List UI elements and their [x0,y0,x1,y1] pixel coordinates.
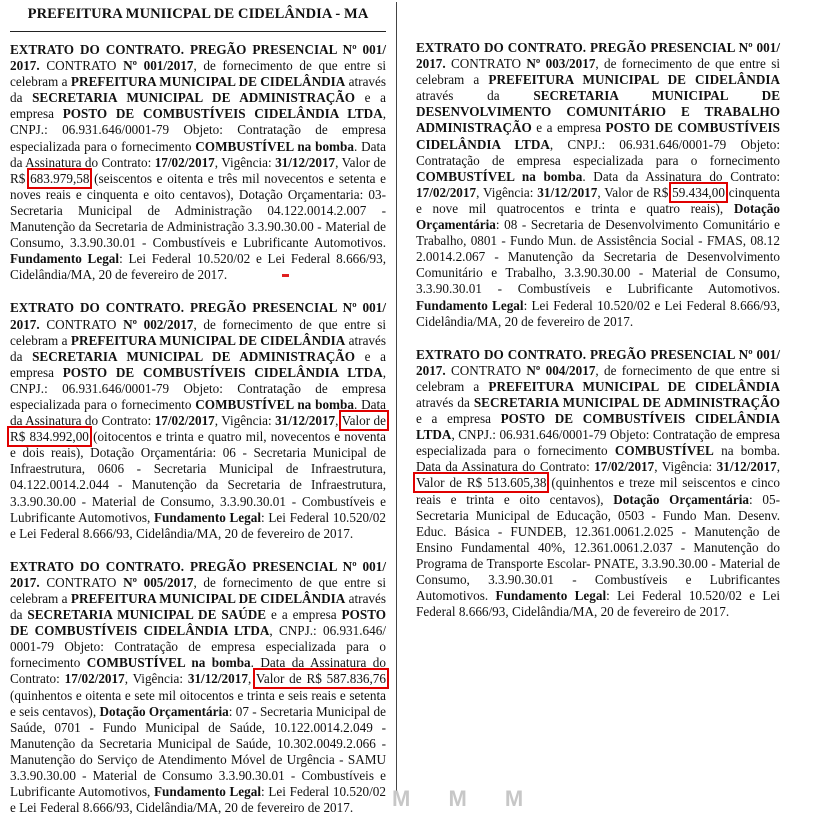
validity-date: 31/12/2017 [275,413,336,429]
contracting-party: PREFEITURA MUNICIPAL DE CIDELÂNDIA [488,378,780,394]
secretariat: SECRETARIA MUNICIPAL DE DESENVOLVIMENTO COMUNITÁRIO E TRABALHO ADMINISTRAÇÃO [416,88,780,136]
extract-1: EXTRATO DO CONTRATO. PREGÃO PRESENCIAL Nº 001/ 2017. CONTRATO Nº 001/2017, de fornecimento de que entre si celebram a PREFEITURA MUNICIPAL DE CIDELÂNDIA através da SECRETARIA MUNICIPAL DE ADMINISTRAÇÃO e a empresa POSTO DE COMBUSTÍVEIS CIDELÂNDIA LTDA, CNPJ.: 06.931.646/0001-79 Objeto: Contratação de empresa especializada para o fornecimento COMBUSTÍVEL na bomba. Data da Assinatura do Contrato: 17/02/2017, Vigência: 31/12/2017, Valor de R$ 683.979,58 (seiscentos e oitenta e três mil novecentos e setenta e noves reais e cinquenta e oito centavos), Dotação Orçamentaria: 03-Secretaria Municipal de Administração 04.122.0014.2.007 - Manutenção da Secretaria de Administração 3.3.90.30.00 - Material de Consumo, 3.3.90.30.01 - Combustíveis e Lubrificante Automotivos. Fundamento Legal: Lei Federal 10.520/02 e Lei Federal 8.666/93, Cidelândia/MA, 20 de fevereiro de 2017. [10,42,387,283]
page-title: PREFEITURA MUNIICPAL DE CIDELÂNDIA - MA [10,6,386,32]
extract-heading: EXTRATO DO CONTRATO. PREGÃO PRESENCIAL Nº 001/ 2017. [10,558,386,590]
watermark: M M M [392,786,540,811]
legal-basis-label: Fundamento Legal [154,784,262,800]
extract-3: EXTRATO DO CONTRATO. PREGÃO PRESENCIAL Nº 001/ 2017. CONTRATO Nº 005/2017, de fornecimento de que entre si celebram a PREFEITURA MUNICIPAL DE CIDELÂNDIA através da SECRETARIA MUNICIPAL DE SAÚDE e a empresa POSTO DE COMBUSTÍVEIS CIDELÂNDIA LTDA, CNPJ.: 06.931.646/ 0001-79 Objeto: Contratação de empresa especializada para o fornecimento COMBUSTÍVEL na bomba. Data da Assinatura do Contrato: 17/02/2017, Vigência: 31/12/2017, Valor de R$ 587.836,76 (quinhentos e oitenta e sete mil oitocentos e trinta e seis reais e setenta e seis centavos), Dotação Orçamentária: 07 - Secretaria Municipal de Saúde, 0701 - Fundo Municipal de Saúde, 10.122.0014.2.049 - Manutenção da Secretaria Municipal de Saúde, 10.302.0049.2.066 - Manutenção do Serviço de Atendimento Móvel de Urgência - SAMU 3.3.90.30.00 - Material de Consumo 3.3.90.30.01 - Combustíveis e Lubrificante Automotivos, Fundamento Legal: Lei Federal 10.520/02 e Lei Federal 8.666/93, Cidelândia/MA, 20 de fevereiro de 2017. [10,558,387,816]
extract-4: EXTRATO DO CONTRATO. PREGÃO PRESENCIAL Nº 001/ 2017. CONTRATO Nº 003/2017, de fornecimento de que entre si celebram a PREFEITURA MUNICIPAL DE CIDELÂNDIA através da SECRETARIA MUNICIPAL DE DESENVOLVIMENTO COMUNITÁRIO E TRABALHO ADMINISTRAÇÃO e a empresa POSTO DE COMBUSTÍVEIS CIDELÂNDIA LTDA, CNPJ.: 06.931.646/0001-79 Objeto: Contratação de empresa especializada para o fornecimento COMBUSTÍVEL na bomba. Data da Assinatura do Contrato: 17/02/2017, Vigência: 31/12/2017, Valor de R$ 59.434,00 cinquenta e nove mil quatrocentos e trinta e quatro reais), Dotação Orçamentária: 08 - Secretaria de Desenvolvimento Comunitário e Trabalho, 0801 - Fundo Mun. de Assistência Social - FMAS, 08.12 2.0014.2.067 - Manutenção da Secretaria de Desenvolvimento Comunitário e Trabalho, 3.3.90.30.00 - Material de Consumo, 3.3.90.30.01 - Combustíveis e Lubrificante Automotivos. Fundamento Legal: Lei Federal 10.520/02 e Lei Federal 8.666/93, Cidelândia/MA, 20 de fevereiro de 2017. [416,40,781,329]
legal-basis-label: Fundamento Legal [10,251,120,267]
validity-date: 31/12/2017 [537,184,598,200]
object-item: COMBUSTÍVEL [614,443,714,459]
highlighted-value: Valor de R$ 834.992,00 [10,413,387,445]
company-name: POSTO DE COMBUSTÍVEIS CIDELÂNDIA LTDA [10,607,387,639]
contracting-party: PREFEITURA MUNICIPAL DE CIDELÂNDIA [70,591,346,606]
budget-label: Dotação Orçamentária [613,491,749,507]
highlighted-value: 59.434,00 [672,184,725,200]
contract-number: Nº 003/2017 [526,56,596,72]
right-column [416,40,780,637]
extract-heading: EXTRATO DO CONTRATO. PREGÃO PRESENCIAL Nº 001/ 2017. [10,42,386,74]
signature-date: 17/02/2017 [154,154,215,170]
contracting-party: PREFEITURA MUNICIPAL DE CIDELÂNDIA [488,72,780,88]
signature-date: 17/02/2017 [416,184,477,200]
extract-5: EXTRATO DO CONTRATO. PREGÃO PRESENCIAL Nº 001/ 2017. CONTRATO Nº 004/2017, de fornecimento de que entre si celebram a PREFEITURA MUNICIPAL DE CIDELÂNDIA através da SECRETARIA MUNICIPAL DE ADMINISTRAÇÃO e a empresa POSTO DE COMBUSTÍVEIS CIDELÂNDIA LTDA, CNPJ.: 06.931.646/0001-79 Objeto: Contratação de empresa especializada para o fornecimento COMBUSTÍVEL na bomba. Data da Assinatura do Contrato: 17/02/2017, Vigência: 31/12/2017, Valor de R$ 513.605,38 (quinhentos e treze mil seiscentos e cinco reais e trinta e oito centavos), Dotação Orçamentária: 05-Secretaria Municipal de Educação, 0503 - Fundo Man. Desenv. Educ. Básica - FUNDEB, 12.361.0061.2.025 - Manutenção de Ensino Fundamental 40%, 12.361.0061.2.037 - Manutenção do Programa de Transporte Escolar- PNATE, 3.3.90.30.00 - Material de Consumo, 3.3.90.30.01 - Combustíveis e Lubrificantes Automotivos. Fundamento Legal: Lei Federal 10.520/02 e Lei Federal 8.666/93, Cidelândia/MA, 20 de fevereiro de 2017. [416,346,781,620]
contract-number: Nº 002/2017 [123,316,194,332]
signature-date: 17/02/2017 [154,413,215,429]
secretariat: SECRETARIA MUNICIPAL DE ADMINISTRAÇÃO [473,394,780,410]
secretariat: SECRETARIA MUNICIPAL DE ADMINISTRAÇÃO [32,90,356,106]
company-name: POSTO DE COMBUSTÍVEIS CIDELÂNDIA LTDA [62,364,383,380]
column-divider [396,2,397,792]
secretariat: SECRETARIA MUNICIPAL DE SAÚDE [27,607,267,623]
extract-heading: EXTRATO DO CONTRATO. PREGÃO PRESENCIAL Nº 001/ 2017. [416,40,780,72]
legal-basis-label: Fundamento Legal [495,588,607,604]
contract-number: Nº 001/2017 [123,58,194,74]
validity-date: 31/12/2017 [275,154,336,170]
left-column [10,42,386,833]
validity-date: 31/12/2017 [187,671,248,687]
object-item: COMBUSTÍVEL na bomba [416,168,583,184]
budget-label: Dotação Orçamentária [99,703,229,719]
highlighted-value: Valor de R$ 513.605,38 [416,475,547,491]
highlighted-value: 683.979,58 [30,170,90,186]
signature-date: 17/02/2017 [594,459,655,475]
extract-heading: EXTRATO DO CONTRATO. PREGÃO PRESENCIAL Nº 001/ 2017. [416,346,780,378]
contracting-party: PREFEITURA MUNICIPAL DE CIDELÂNDIA [70,74,346,90]
object-item: COMBUSTÍVEL na bomba [86,655,251,671]
highlighted-value: Valor de R$ 587.836,76 [255,671,386,687]
legal-basis-label: Fundamento Legal [416,297,524,313]
company-name: POSTO DE COMBUSTÍVEIS CIDELÂNDIA LTDA [62,106,383,122]
company-name: POSTO DE COMBUSTÍVEIS CIDELÂNDIA LTDA [416,411,780,443]
budget-label: Dotação Orçamentária [416,200,780,233]
object-item: COMBUSTÍVEL na bomba [195,396,354,412]
contract-number: Nº 004/2017 [526,362,596,378]
object-item: COMBUSTÍVEL na bomba [195,138,354,154]
signature-date: 17/02/2017 [64,671,125,687]
company-name: POSTO DE COMBUSTÍVEIS CIDELÂNDIA LTDA [416,120,780,152]
legal-basis-label: Fundamento Legal [154,509,262,525]
secretariat: SECRETARIA MUNICIPAL DE ADMINISTRAÇÃO [32,348,356,364]
extract-2: EXTRATO DO CONTRATO. PREGÃO PRESENCIAL Nº 001/ 2017. CONTRATO Nº 002/2017, de fornecimento de que entre si celebram a PREFEITURA MUNICIPAL DE CIDELÂNDIA através da SECRETARIA MUNICIPAL DE ADMINISTRAÇÃO e a empresa POSTO DE COMBUSTÍVEIS CIDELÂNDIA LTDA, CNPJ.: 06.931.646/0001-79 Objeto: Contratação de empresa especializada para o fornecimento COMBUSTÍVEL na bomba. Data da Assinatura do Contrato: 17/02/2017, Vigência: 31/12/2017, Valor de R$ 834.992,00 (oitocentos e trinta e quatro mil, novecentos e noventa e dois reais), Dotação Orçamentária: 06 - Secretaria Municipal de Infraestrutura, 0606 - Secretaria Municipal de Infraestrutura, 04.122.0014.2.044 - Manutenção da Secretaria de Infraestrutura, 3.3.90.30.00 - Material de Consumo, 3.3.90.30.01 - Combustíveis e Lubrificante Automotivos, Fundamento Legal: Lei Federal 10.520/02 e Lei Federal 8.666/93, Cidelândia/MA, 20 de fevereiro de 2017. [10,300,387,541]
contracting-party: PREFEITURA MUNICIPAL DE CIDELÂNDIA [70,332,346,348]
validity-date: 31/12/2017 [716,459,777,475]
contract-number: Nº 005/2017 [123,574,194,590]
extract-heading: EXTRATO DO CONTRATO. PREGÃO PRESENCIAL Nº 001/ 2017. [10,300,386,332]
